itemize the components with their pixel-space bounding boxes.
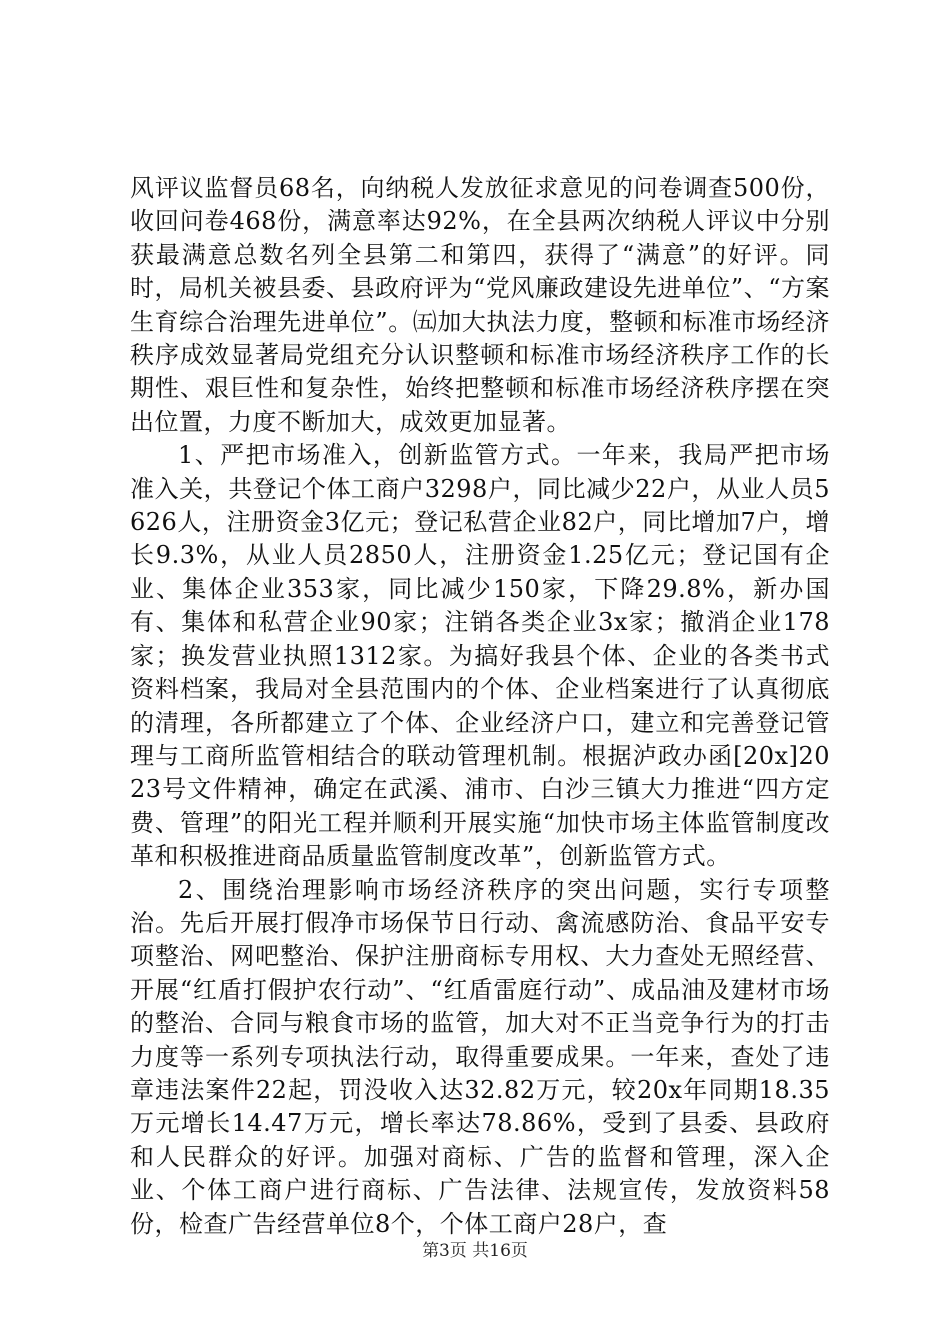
paragraph-1: 风评议监督员68名，向纳税人发放征求意见的问卷调查500份，收回问卷468份，满意率达92%，在全县两次纳税人评议中分别获最满意总数名列全县第二和第四，获得了“满意”的好评。同时，局机关被县委、县政府评为“党风廉政建设先进单位”、“方案生育综合治理先进单位”。㈤加大执法力度，整顿和标准市场经济秩序成效显著局党组充分认识整顿和标准市场经济秩序工作的长期性、艰巨性和复杂性，始终把整顿和标准市场经济秩序摆在突出位置，力度不断加大，成效更加显著。 xyxy=(130,174,830,436)
document-body xyxy=(130,172,830,1241)
paragraph-2: 1、严把市场准入，创新监管方式。一年来，我局严把市场准入关，共登记个体工商户3298户，同比减少22户，从业人员5626人，注册资金3亿元；登记私营企业82户，同比增加7户，增长9.3%，从业人员2850人，注册资金1.25亿元；登记国有企业、集体企业353家，同比减少150家，下降29.8%，新办国有、集体和私营企业90家；注销各类企业3x家；撤消企业178家；换发营业执照1312家。为搞好我县个体、企业的各类书式资料档案，我局对全县范围内的个体、企业档案进行了认真彻底的清理，各所都建立了个体、企业经济户口，建立和完善登记管理与工商所监管相结合的联动管理机制。根据泸政办函[20x]2023号文件精神，确定在武溪、浦市、白沙三镇大力推进“四方定费、管理”的阳光工程并顺利开展实施“加快市场主体监管制度改革和积极推进商品质量监管制度改革”，创新监管方式。 xyxy=(130,441,830,871)
page-number-footer: 第3页 共16页 xyxy=(422,1241,528,1261)
paragraph-3: 2、围绕治理影响市场经济秩序的突出问题，实行专项整治。先后开展打假净市场保节日行动、禽流感防治、食品平安专项整治、网吧整治、保护注册商标专用权、大力查处无照经营、开展“红盾打假护农行动”、“红盾雷庭行动”、成品油及建材市场的整治、合同与粮食市场的监管，加大对不正当竞争行为的打击力度等一系列专项执法行动，取得重要成果。一年来，查处了违章违法案件22起，罚没收入达32.82万元，较20x年同期18.35万元增长14.47万元，增长率达78.86%，受到了县委、县政府和人民群众的好评。加强对商标、广告的监督和管理，深入企业、个体工商户进行商标、广告法律、法规宣传，发放资料58份，检查广告经营单位8个，个体工商户28户，查 xyxy=(130,875,830,1238)
